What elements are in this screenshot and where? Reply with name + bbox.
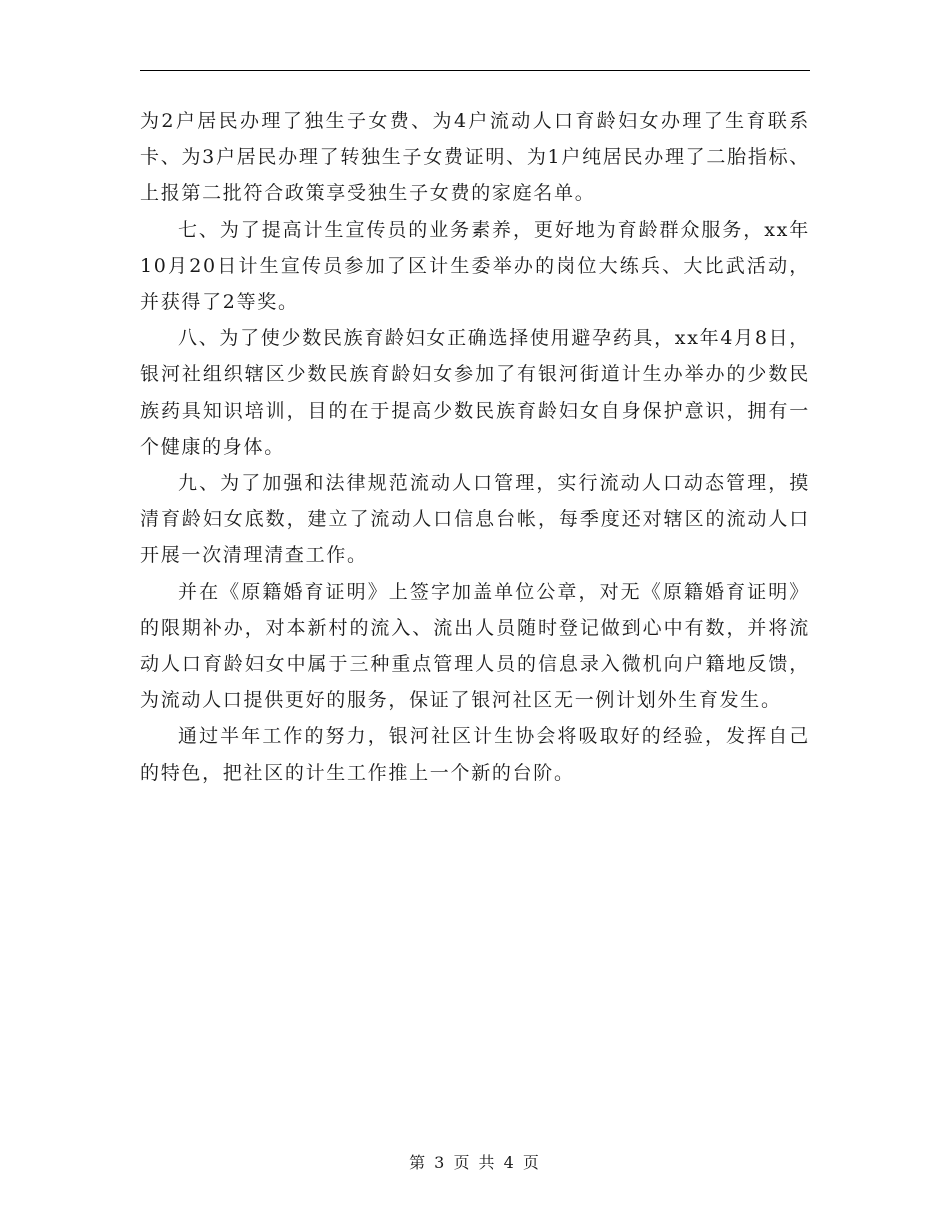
document-body [140,103,810,791]
paragraph-2: 七、为了提高计生宣传员的业务素养，更好地为育龄群众服务，xx年10月20日计生宣传员参加了区计生委举办的岗位大练兵、大比武活动，并获得了2等奖。 [140,218,810,314]
paragraph-6: 通过半年工作的努力，银河社区计生协会将吸取好的经验，发挥自己的特色，把社区的计生工作推上一个新的台阶。 [140,725,810,784]
paragraph-5: 并在《原籍婚育证明》上签字加盖单位公章，对无《原籍婚育证明》的限期补办，对本新村的流入、流出人员随时登记做到心中有数，并将流动人口育龄妇女中属于三种重点管理人员的信息录入微机向户籍地反馈，为流动人口提供更好的服务，保证了银河社区无一例计划外生育发生。 [140,580,810,712]
page-footer: 第 3 页 共 4 页 [409,1153,541,1172]
paragraph-3: 八、为了使少数民族育龄妇女正确选择使用避孕药具，xx年4月8日，银河社组织辖区少数民族育龄妇女参加了有银河街道计生办举办的少数民族药具知识培训，目的在于提高少数民族育龄妇女自身保护意识，拥有一个健康的身体。 [140,327,811,458]
header-rule [140,70,810,71]
paragraph-4: 九、为了加强和法律规范流动人口管理，实行流动人口动态管理，摸清育龄妇女底数，建立了流动人口信息台帐，每季度还对辖区的流动人口开展一次清理清查工作。 [140,472,810,567]
paragraph-1: 为2户居民办理了独生子女费、为4户流动人口育龄妇女办理了生育联系卡、为3户居民办理了转独生子女费证明、为1户纯居民办理了二胎指标、上报第二批符合政策享受独生子女费的家庭名单。 [140,110,810,205]
